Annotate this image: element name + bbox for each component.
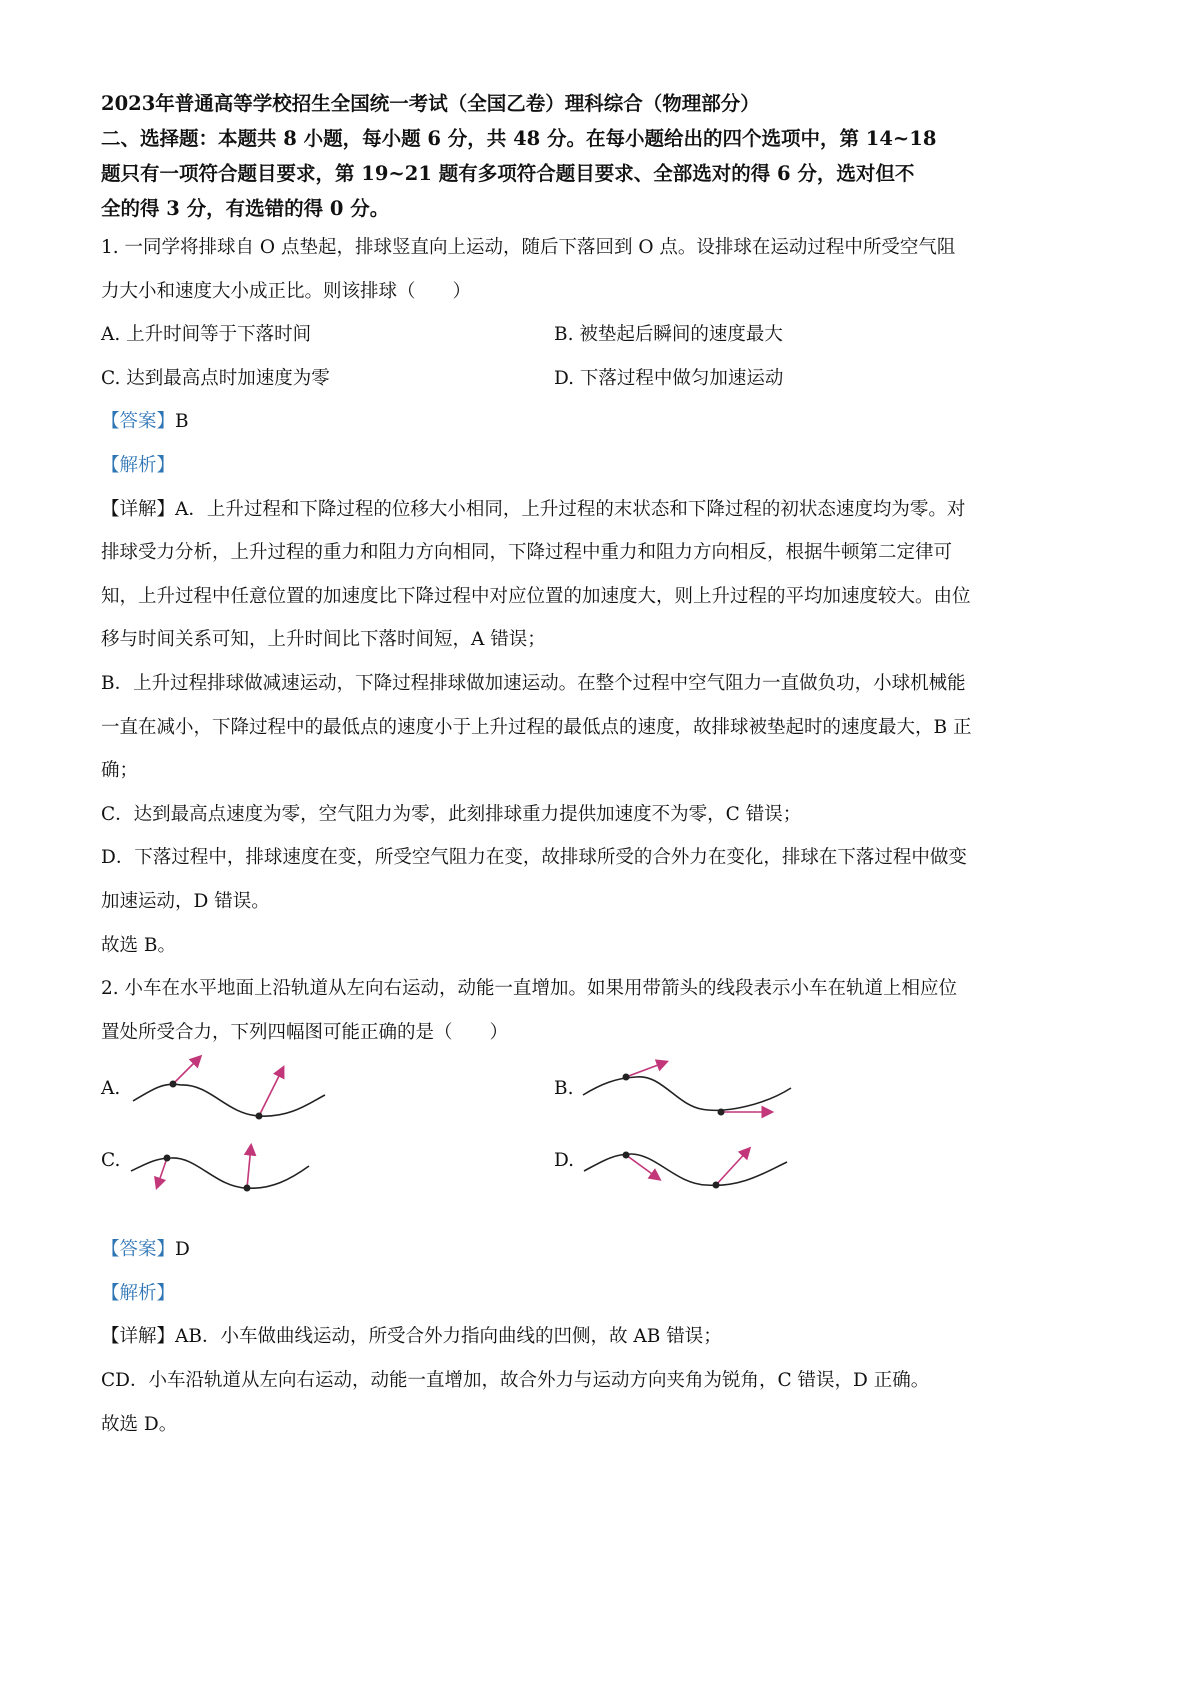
q1-option-b: B. 被垫起后瞬间的速度最大 xyxy=(554,324,783,346)
car-point xyxy=(623,1074,630,1081)
detail-line: 故选 D。 xyxy=(101,1413,178,1435)
car-point xyxy=(164,1155,171,1162)
detail-line: 加速运动，D 错误。 xyxy=(101,890,270,912)
detail-line: AB．小车做曲线运动，所受合外力指向曲线的凹侧，故 AB 错误； xyxy=(175,1326,722,1348)
answer-value: D xyxy=(175,1239,190,1261)
car-point xyxy=(170,1081,177,1088)
diagram-d xyxy=(584,1149,787,1189)
detail-line: 排球受力分析，上升过程的重力和阻力方向相同，下降过程中重力和阻力方向相反，根据牛顿第二定律可 xyxy=(101,542,953,564)
figure-label-d: D. xyxy=(554,1150,575,1172)
detail-line: 移与时间关系可知，上升时间比下落时间短，A 错误； xyxy=(101,629,546,651)
figure-label-b: B. xyxy=(554,1078,574,1100)
detail-line: 确； xyxy=(101,760,139,782)
detail-line: 一直在减小，下降过程中的最低点的速度小于上升过程的最低点的速度，故排球被垫起时的速度最大，B 正 xyxy=(101,716,972,738)
figure-label-c: C. xyxy=(101,1150,121,1172)
q1-option-c: C. 达到最高点时加速度为零 xyxy=(101,367,330,389)
q1-option-d: D. 下落过程中做匀加速运动 xyxy=(554,367,784,389)
track-diagrams xyxy=(101,1054,1011,1228)
q1-stem: 1. 一同学将排球自 O 点垫起，排球竖直向上运动，随后下落回到 O 点。设排球在运动过程中所受空气阻 xyxy=(101,237,956,258)
detail-line: CD．小车沿轨道从左向右运动，动能一直增加，故合外力与运动方向夹角为锐角，C 错误，D 正确。 xyxy=(101,1370,930,1392)
exam-title: 2023年普通高等学校招生全国统一考试（全国乙卷）理科综合（物理部分） xyxy=(101,92,760,115)
section-line: 二、选择题：本题共 8 小题，每小题 6 分，共 48 分。在每小题给出的四个选项中，第 14~18 xyxy=(101,127,937,150)
force-arrow xyxy=(173,1057,200,1084)
car-point xyxy=(718,1109,725,1116)
section-line: 全的得 3 分，有选错的得 0 分。 xyxy=(101,197,390,220)
q2-figures xyxy=(101,1054,1011,1228)
force-arrow xyxy=(259,1068,283,1116)
q2-stem: 置处所受合力，下列四幅图可能正确的是（ ） xyxy=(101,1021,509,1043)
force-arrow xyxy=(247,1146,251,1188)
answer-tag: 【答案】 xyxy=(101,1239,176,1261)
q1-detail xyxy=(101,488,1011,532)
detail-line: B．上升过程排球做减速运动，下降过程排球做加速运动。在整个过程中空气阻力一直做负功，小球机械能 xyxy=(101,672,966,694)
q2-detail xyxy=(101,1315,1011,1359)
detail-line: A．上升过程和下降过程的位移大小相同，上升过程的末状态和下降过程的初状态速度均为零。对 xyxy=(175,498,966,520)
car-point xyxy=(256,1113,263,1120)
car-point xyxy=(244,1185,251,1192)
force-arrow xyxy=(626,1155,659,1179)
q2-analysis-tag: 【解析】 xyxy=(101,1282,176,1304)
q1-option-a: A. 上升时间等于下落时间 xyxy=(101,324,312,346)
diagram-c xyxy=(131,1146,309,1192)
detail-line: 知，上升过程中任意位置的加速度比下降过程中对应位置的加速度大，则上升过程的平均加速度较大。由位 xyxy=(101,585,971,607)
car-point xyxy=(713,1182,720,1189)
figure-label-a: A. xyxy=(101,1078,121,1100)
force-arrow xyxy=(716,1149,749,1185)
answer-tag: 【答案】 xyxy=(101,411,176,433)
q2-stem: 2. 小车在水平地面上沿轨道从左向右运动，动能一直增加。如果用带箭头的线段表示小车在轨道上相应位 xyxy=(101,978,958,1000)
car-point xyxy=(623,1152,630,1159)
force-arrow xyxy=(157,1158,167,1187)
diagram-a xyxy=(133,1057,325,1120)
detail-tag: 【详解】 xyxy=(101,498,176,520)
detail-line: D．下落过程中，排球速度在变，所受空气阻力在变，故排球所受的合外力在变化，排球在下落过程中做变 xyxy=(101,847,967,869)
section-line: 题只有一项符合题目要求，第 19~21 题有多项符合题目要求、全部选对的得 6 分，选对但不 xyxy=(101,162,915,185)
document-page xyxy=(101,86,1011,1446)
q2-answer xyxy=(101,1228,1011,1272)
detail-tag: 【详解】 xyxy=(101,1326,176,1348)
detail-line: 故选 B。 xyxy=(101,934,176,956)
detail-line: C．达到最高点速度为零，空气阻力为零，此刻排球重力提供加速度不为零，C 错误； xyxy=(101,803,802,825)
q1-analysis-tag: 【解析】 xyxy=(101,454,176,476)
force-arrow xyxy=(626,1062,666,1077)
q1-stem: 力大小和速度大小成正比。则该排球（ ） xyxy=(101,280,472,302)
diagram-b xyxy=(583,1062,791,1116)
q1-answer xyxy=(101,400,1011,444)
answer-value: B xyxy=(175,411,189,433)
